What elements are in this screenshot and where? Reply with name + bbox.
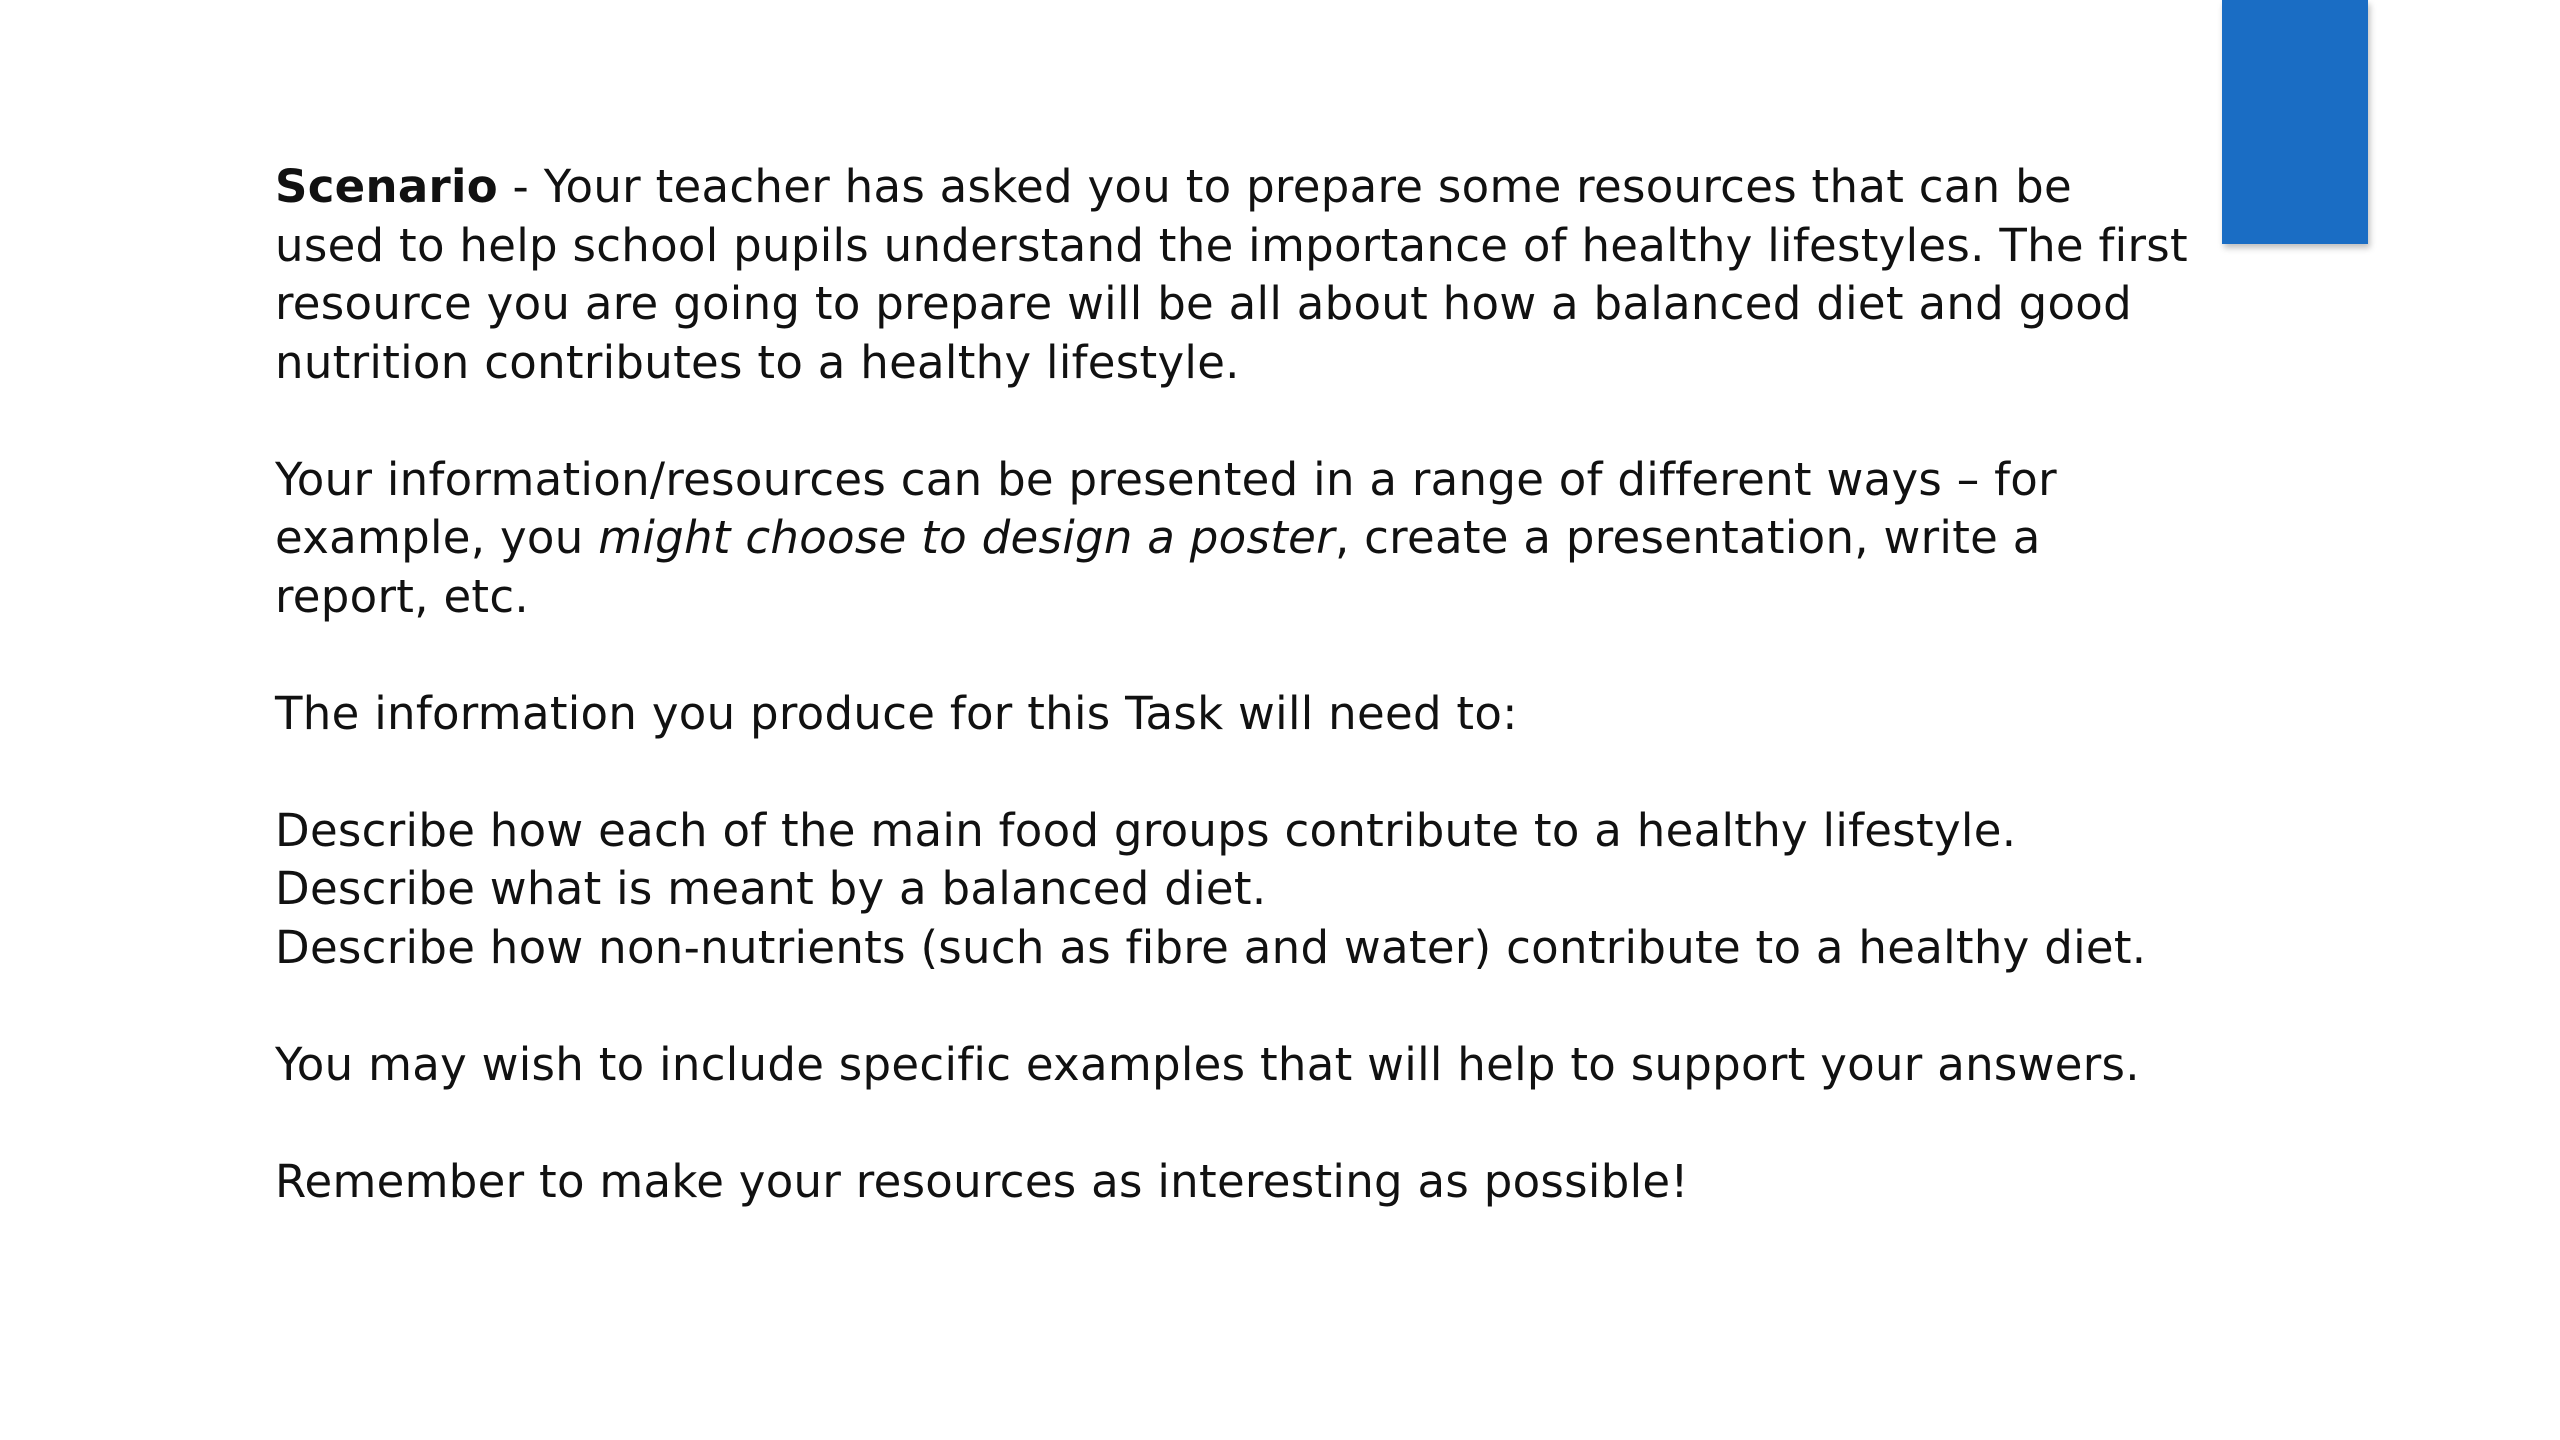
- presentation-line-2: [275, 509, 2275, 568]
- slide-body: [275, 158, 2275, 1270]
- presentation-line-2-italic: might choose to design a poster: [598, 511, 1335, 564]
- scenario-line-1: [275, 158, 2275, 217]
- requirement-item: Describe how non-nutrients (such as fibre and water) contribute to a healthy diet.: [275, 920, 2147, 974]
- presentation-line-1: Your information/resources can be presented in a range of different ways – for: [275, 452, 2057, 506]
- examples-note: [275, 1036, 2275, 1095]
- requirement-item: Describe what is meant by a balanced diet.: [275, 862, 1267, 915]
- requirements-list: [275, 802, 2275, 978]
- requirement-item: Describe how each of the main food groups contribute to a healthy lifestyle.: [275, 803, 2017, 857]
- task-intro-text: The information you produce for this Task will need to:: [275, 686, 1518, 740]
- examples-note-text: You may wish to include specific examples that will help to support your answers.: [275, 1037, 2140, 1091]
- scenario-line-3: resource you are going to prepare will be all about how a balanced diet and good: [275, 277, 2133, 330]
- presentation-line-2-start: example, you: [275, 511, 599, 564]
- scenario-line-4: nutrition contributes to a healthy lifestyle.: [275, 335, 1240, 389]
- scenario-label: Scenario: [275, 160, 498, 213]
- scenario-paragraph: [275, 158, 2275, 392]
- presentation-line-2-end: , create a presentation, write a: [1334, 511, 2041, 564]
- scenario-line-1-text: - Your teacher has asked you to prepare some resources that can be: [497, 160, 2072, 213]
- presentation-paragraph: [275, 451, 2275, 627]
- scenario-line-2: used to help school pupils understand the importance of healthy lifestyles. The first: [275, 218, 2188, 272]
- task-intro: [275, 685, 2275, 744]
- presentation-line-3: report, etc.: [275, 569, 530, 623]
- closing-note: [275, 1153, 2275, 1212]
- closing-note-text: Remember to make your resources as interesting as possible!: [275, 1154, 1689, 1208]
